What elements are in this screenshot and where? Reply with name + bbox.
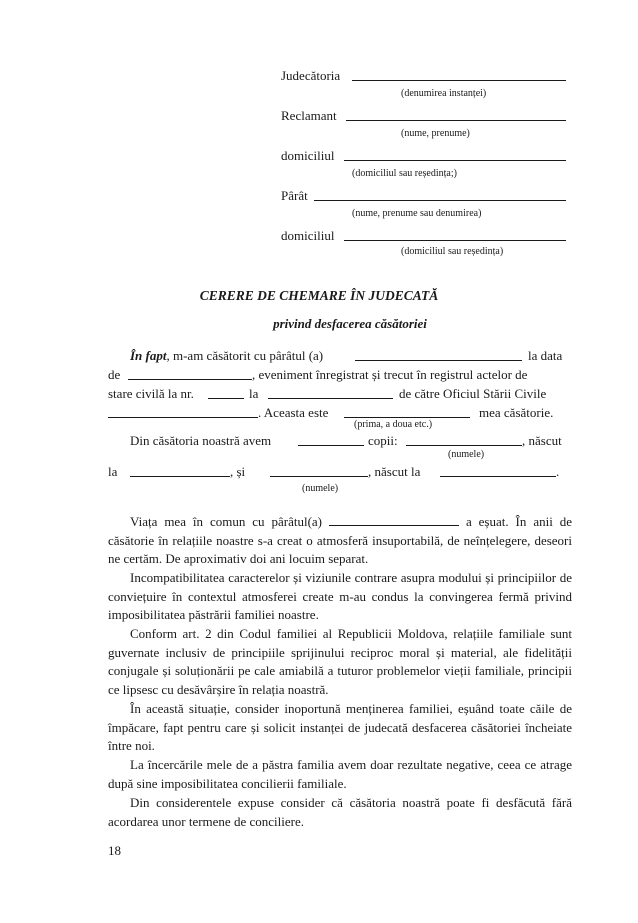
paragraph-6-text: Din considerentele expuse consider că căsătoria noastră poate fi desfăcută fără acordarea unor termene de conciliere.	[108, 795, 572, 829]
paragraph-1-start: Viața mea în comun cu pârâtul(a)	[130, 514, 323, 529]
marriage-date-field[interactable]	[128, 379, 252, 380]
child2-name-field[interactable]	[270, 476, 368, 477]
court-label: Judecătoria	[281, 68, 341, 83]
children-count-field[interactable]	[298, 445, 364, 446]
paragraph-2-text: Incompatibilitatea caracterelor și viziunile contrare asupra modului și principiilor de conviețuire în contextul atmosferei create m-au condus la convingerea fermă privind imposibilitatea păstrării familiei noastre.	[108, 570, 572, 623]
form-line-1-end: la data	[528, 348, 563, 363]
form-line-5-end: , născut	[522, 433, 562, 448]
defendant-field[interactable]	[314, 200, 566, 201]
form-line-6-start: la	[108, 464, 118, 479]
marriage-order-field[interactable]	[344, 417, 470, 418]
child1-name-field[interactable]	[406, 445, 522, 446]
paragraph-5-text: La încercările mele de a păstra familia avem doar rezultate negative, ceea ce atrage după sine imposibilitatea concilierii familiale.	[108, 757, 572, 791]
civil-office-field[interactable]	[108, 417, 258, 418]
domicile-field[interactable]	[344, 160, 566, 161]
defendant-name-field-2[interactable]	[329, 514, 459, 526]
form-line-6-born: , născut la	[368, 464, 421, 479]
form-line-2-end: , eveniment înregistrat și trecut în registrul actelor de	[252, 367, 528, 382]
domicile2-field[interactable]	[344, 240, 566, 241]
court-hint: (denumirea instanței)	[401, 88, 487, 99]
form-line-4-start: . Aceasta este	[258, 405, 329, 420]
domicile-label: domiciliul	[281, 148, 335, 163]
form-line-3-mid: la	[249, 386, 259, 401]
plaintiff-label: Reclamant	[281, 108, 337, 123]
form-line-3-end: de către Oficiul Stării Civile	[399, 386, 547, 401]
defendant-label: Pârât	[281, 188, 308, 203]
marriage-order-hint: (prima, a doua etc.)	[354, 419, 433, 430]
paragraph-4-text: În această situație, consider inoportună menținerea familiei, eșuând toate căile de împăcare, fapt pentru care și solicit instanței de judecată desfacerea căsătoriei încheiate între noi.	[108, 701, 572, 754]
defendant-hint: (nume, prenume sau denumirea)	[352, 208, 482, 219]
paragraph-3-text: Conform art. 2 din Codul familiei al Republicii Moldova, relațiile familiale sunt guvernate inclusiv de principiile sprijinului reciproc moral și material, ale fidelității conjugale și soluționării pe cale amiabilă a tuturor problemelor vieții familiale, principii ce lipsesc cu desăvârșire în relația noastră.	[108, 626, 572, 698]
form-line-5-start: Din căsătoria noastră avem	[130, 433, 272, 448]
child1-name-hint: (numele)	[448, 449, 485, 460]
form-line-6-end: .	[556, 464, 560, 479]
document-title: CERERE DE CHEMARE ÎN JUDECATĂ	[199, 288, 439, 303]
form-line-1	[130, 348, 323, 363]
registry-number-field[interactable]	[208, 398, 244, 399]
form-line-1-text: , m-am căsătorit cu pârâtul (a)	[166, 348, 324, 363]
paragraph-2	[108, 569, 572, 625]
domicile2-label: domiciliul	[281, 228, 335, 243]
plaintiff-field[interactable]	[346, 120, 566, 121]
form-line-4-end: mea căsătorie.	[479, 405, 554, 420]
paragraph-3	[108, 625, 572, 700]
paragraph-5	[108, 756, 572, 793]
form-line-6-and: , și	[230, 464, 246, 479]
child1-birthplace-field[interactable]	[130, 476, 230, 477]
child2-birthplace-field[interactable]	[440, 476, 556, 477]
court-field[interactable]	[352, 80, 566, 81]
paragraph-4	[108, 700, 572, 756]
plaintiff-hint: (nume, prenume)	[401, 128, 470, 139]
form-line-5-mid: copii:	[368, 433, 398, 448]
page-number: 18	[108, 843, 121, 858]
in-fapt-label: În fapt	[130, 348, 167, 363]
defendant-name-field[interactable]	[355, 360, 522, 361]
paragraph-1-rest: a eșuat. În anii de căsătorie în relațiile noastre s-a creat o atmosferă insuportabilă, de neînțelegere, deseori ne certăm. De aproximativ doi ani locuim separat.	[108, 514, 573, 567]
domicile-hint: (domiciliul sau reședința;)	[352, 168, 457, 179]
paragraph-6	[108, 794, 572, 831]
document-subtitle: privind desfacerea căsătoriei	[273, 316, 427, 331]
domicile2-hint: (domiciliul sau reședința)	[401, 246, 504, 257]
form-line-3-start: stare civilă la nr.	[108, 386, 194, 401]
form-line-2-start: de	[108, 367, 121, 382]
paragraph-1	[108, 513, 572, 569]
registry-date-field[interactable]	[268, 398, 393, 399]
child2-name-hint: (numele)	[302, 483, 339, 494]
